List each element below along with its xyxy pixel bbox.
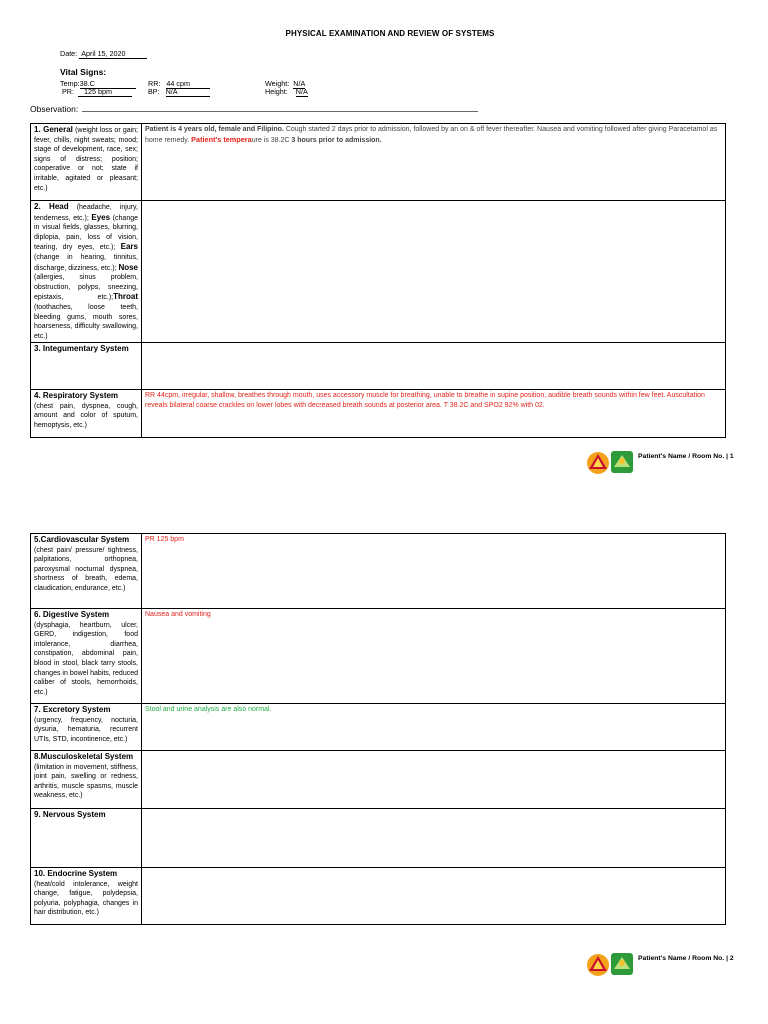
- endocrine-label-cell: 10. Endocrine System (heat/cold intolerance, weight change, fatigue, polydepsia, polyuria, polyphagia, changes in hair distribution, etc.): [31, 868, 142, 925]
- date-value: April 15, 2020: [79, 49, 147, 59]
- temp-value: 38.C: [80, 79, 136, 89]
- rr-field: RR: 44 cpm: [148, 79, 210, 89]
- vital-signs-heading: Vital Signs:: [60, 67, 107, 77]
- excretory-label-cell: 7. Excretory System (urgency, frequency, nocturia, dysuria, hematuria, recurrent UTIs, STD, incontinence, etc.): [31, 704, 142, 751]
- table-row: [31, 343, 726, 390]
- table-row: [31, 534, 726, 609]
- digestive-label-cell: 6. Digestive System (dysphagia, heartburn, ulcer, GERD, indigestion, food intolerance, diarrhea, constipation, abdominal pain, blood in stool, black tarry stools, changes in bowel habits, reduced caliber of stools, hemorrhoids, etc.): [31, 609, 142, 704]
- table-row: [31, 201, 726, 343]
- pr-field: PR: 125 bpm: [62, 87, 132, 97]
- integumentary-label-cell: 3. Integumentary System: [31, 343, 142, 390]
- footer-page1: [586, 447, 756, 477]
- observation-label: Observation:: [30, 104, 79, 114]
- date-label: Date:: [60, 49, 78, 58]
- table-row: [31, 390, 726, 438]
- table-row: [31, 751, 726, 809]
- footer-label: Patient's Name / Room No. | 1: [638, 453, 734, 460]
- height-field: Height: N/A: [265, 87, 308, 96]
- footer-label: Patient's Name / Room No. | 2: [638, 955, 734, 962]
- table-row: [31, 704, 726, 751]
- head-finding-cell: [142, 201, 726, 343]
- review-table-page1: [30, 123, 726, 438]
- general-finding-cell: Patient is 4 years old, female and Filipino. Cough started 2 days prior to admission, followed by an on & off fever thereafter. Nausea and vomiting followed after giving Paracetamol as home remedy. Patient's temperaure is 38.2C 3 hours prior to admission.: [142, 124, 726, 201]
- nervous-finding-cell: [142, 809, 726, 868]
- footer-page2: [586, 949, 756, 979]
- table-row: [31, 868, 726, 925]
- nervous-label-cell: 9. Nervous System: [31, 809, 142, 868]
- excretory-finding-cell: Stool and urine analysis are also normal.: [142, 704, 726, 751]
- endocrine-finding-cell: [142, 868, 726, 925]
- table-row: [31, 809, 726, 868]
- school-logo-icon: [586, 949, 636, 979]
- review-table-page2: [30, 533, 726, 925]
- respiratory-label-cell: 4. Respiratory System (chest pain, dyspnea, cough, amount and color of sputum, hemoptysis, etc.): [31, 390, 142, 438]
- temp-field: Temp:38.C: [60, 79, 136, 89]
- table-row: [31, 124, 726, 201]
- table-row: [31, 609, 726, 704]
- rr-value: 44 cpm: [166, 79, 210, 89]
- observation-line: [82, 111, 478, 112]
- cardiovascular-finding-cell: PR 125 bpm: [142, 534, 726, 609]
- cardiovascular-label-cell: 5.Cardiovascular System (chest pain/ pressure/ tightness, palpitations, orthopnea, paroxysmal nocturnal dyspnea, shortness of breath, edema, claudication, endurance, etc.): [31, 534, 142, 609]
- weight-value: N/A: [293, 79, 306, 88]
- page-title: PHYSICAL EXAMINATION AND REVIEW OF SYSTEMS: [285, 29, 495, 38]
- integumentary-finding-cell: [142, 343, 726, 390]
- musculoskeletal-finding-cell: [142, 751, 726, 809]
- musculoskeletal-label-cell: 8.Musculoskeletal System (limitation in movement, stiffness, joint pain, swelling or redness, arthritis, muscle spasms, muscle weakness, etc.): [31, 751, 142, 809]
- pr-value: 125 bpm: [78, 87, 132, 97]
- bp-value: N/A: [166, 87, 210, 97]
- height-value: N/A: [295, 87, 308, 96]
- general-label-cell: 1. General (weight loss or gain; fever, chills, night sweats; mood; stage of development, race, sex; signs of distress; position; cooperative or not; state if irritable, agitated or pleasant; etc.): [31, 124, 142, 201]
- respiratory-finding-cell: RR 44cpm, irregular, shallow, breathes through mouth, uses accessory muscle for breathing, unable to breathe in supine position, audible breath sounds within few feet. Auscultation reveals bilateral coarse crackles on lower lobes with decreased breath sounds at posterior area. T 38.2C and SPO2 92% with 02.: [142, 390, 726, 438]
- bp-field: BP: N/A: [148, 87, 210, 97]
- weight-field: Weight: N/A: [265, 79, 306, 88]
- date-row: [60, 49, 147, 59]
- digestive-finding-cell: Nausea and vomiting: [142, 609, 726, 704]
- head-label-cell: 2. Head (headache, injury, tenderness, etc.); Eyes (change in visual fields, glasses, blurring, diplopia, pain, loss of vision, tearing, dry eyes, etc.); Ears (change in hearing, tinnitus, discharge, dizziness, etc.); Nose (allergies, sinus problem, obstruction, polyps, sneezing, epistaxis, etc.);Throat (toothaches, loose teeth, bleeding gums, mouth sores, hoarseness, difficulty swallowing, etc.): [31, 201, 142, 343]
- school-logo-icon: [586, 447, 636, 477]
